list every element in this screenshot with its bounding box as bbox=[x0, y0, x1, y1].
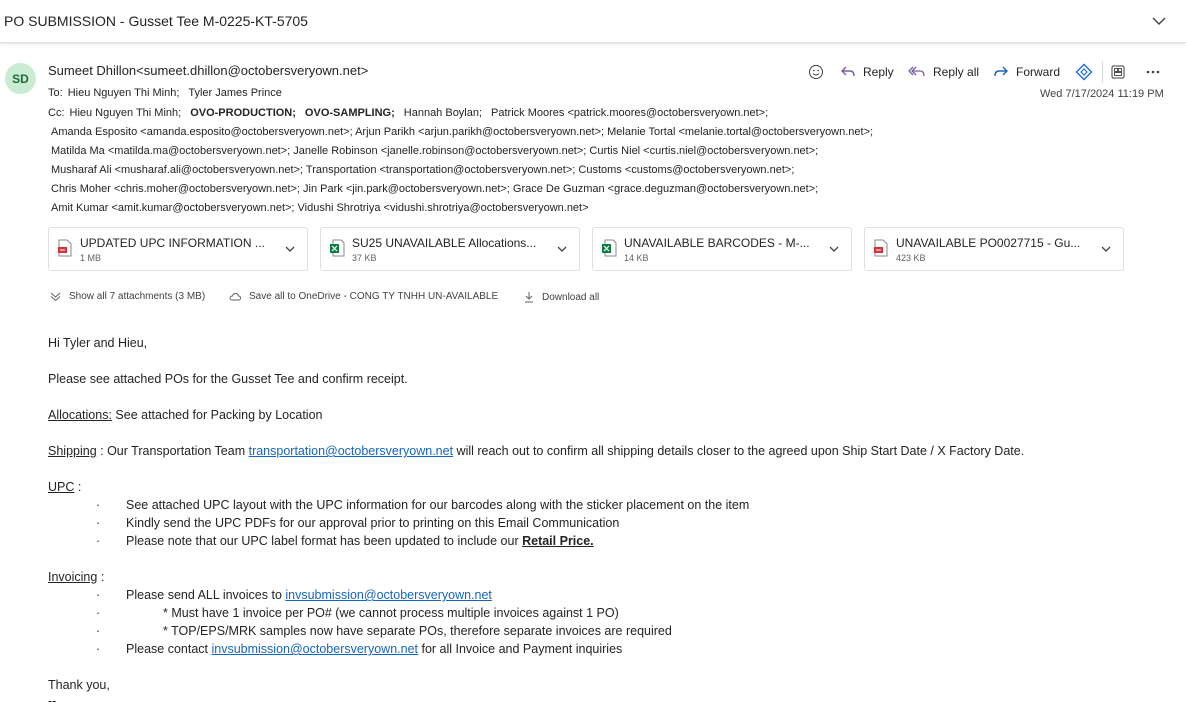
excel-file-icon bbox=[601, 239, 617, 262]
chevron-down-icon[interactable] bbox=[284, 242, 296, 260]
download-icon bbox=[524, 291, 534, 303]
cc-recipients-line[interactable]: Chris Moher <chris.moher@octobersveryown.net>; Jin Park <jin.park@octobersveryown.net>; Grace De Guzman <grace.deguzman@octobersveryown.net>; bbox=[51, 183, 819, 195]
reply-button[interactable] bbox=[840, 63, 894, 81]
invsubmission-email-link[interactable]: invsubmission@octobersveryown.net bbox=[285, 588, 492, 602]
reply-all-button[interactable] bbox=[908, 63, 979, 81]
reply-icon bbox=[840, 65, 856, 79]
attachment-size: 14 KB bbox=[624, 253, 649, 263]
sent-date: Wed 7/17/2024 11:19 PM bbox=[1040, 88, 1164, 100]
allocations-paragraph: Allocations: See attached for Packing by Location bbox=[48, 408, 323, 422]
chevron-down-icon bbox=[50, 291, 61, 302]
attachment-name: UNAVAILABLE PO0027715 - Gu... bbox=[896, 236, 1081, 250]
reply-all-icon bbox=[908, 65, 926, 79]
invoicing-label: Invoicing bbox=[48, 570, 98, 584]
forward-icon bbox=[993, 65, 1009, 79]
cc-recipient[interactable]: OVO-SAMPLING; bbox=[304, 107, 395, 119]
cc-recipients-line[interactable]: Amit Kumar <amit.kumar@octobersveryown.net>; Vidushi Shrotriya <vidushi.shrotriya@octobersveryown.net> bbox=[51, 202, 589, 214]
sender-email: <sumeet.dhillon@octobersveryown.net> bbox=[136, 63, 369, 78]
loop-icon[interactable] bbox=[1074, 62, 1094, 82]
upc-label: UPC bbox=[48, 480, 75, 494]
shipping-label: Shipping bbox=[48, 444, 97, 458]
to-recipient[interactable]: Tyler James Prince bbox=[188, 87, 282, 99]
invsubmission-email-link[interactable]: invsubmission@octobersveryown.net bbox=[211, 642, 418, 656]
cc-recipient[interactable]: Hannah Boylan; bbox=[403, 107, 483, 119]
cloud-icon bbox=[229, 292, 241, 302]
bullet: · bbox=[96, 624, 101, 638]
transportation-email-link[interactable]: transportation@octobersveryown.net bbox=[248, 444, 454, 458]
bullet: · bbox=[96, 642, 101, 656]
forward-label: Forward bbox=[1016, 65, 1061, 79]
attachment-card[interactable] bbox=[592, 227, 852, 271]
chevron-down-icon[interactable] bbox=[828, 242, 840, 260]
attachment-size: 423 KB bbox=[896, 253, 926, 263]
excel-file-icon bbox=[329, 239, 345, 262]
closing: Thank you, bbox=[48, 678, 110, 692]
attachment-size: 1 MB bbox=[80, 253, 102, 263]
upc-item: See attached UPC layout with the UPC information for our barcodes along with the sticker placement on the item bbox=[126, 498, 750, 512]
pdf-file-icon bbox=[873, 239, 889, 262]
attachment-name: UNAVAILABLE BARCODES - M-... bbox=[624, 236, 810, 250]
invoicing-heading: Invoicing : bbox=[48, 570, 105, 584]
signature-separator: -- bbox=[48, 694, 57, 708]
bullet: · bbox=[96, 516, 101, 530]
attachment-name: SU25 UNAVAILABLE Allocations... bbox=[352, 236, 537, 250]
upc-item: Please note that our UPC label format has been updated to include our Retail Price. bbox=[126, 534, 594, 548]
toolbar-divider bbox=[1102, 62, 1103, 82]
cc-line: Cc: Hieu Nguyen Thi Minh; OVO-PRODUCTION; OVO-SAMPLING; Hannah Boylan; Patrick Moores <patrick.moores@octobersveryown.net>; bbox=[48, 107, 769, 119]
to-line: To: Hieu Nguyen Thi Minh; Tyler James Prince bbox=[48, 87, 282, 99]
cc-recipient[interactable]: Patrick Moores <patrick.moores@octobersveryown.net>; bbox=[491, 107, 769, 119]
cc-recipients-line[interactable]: Musharaf Ali <musharaf.ali@octobersveryown.net>; Transportation <transportation@octobersveryown.net>; Customs <customs@octobersveryown.net>; bbox=[51, 164, 795, 176]
attachment-card[interactable] bbox=[48, 227, 308, 271]
show-all-attachments-button[interactable]: Show all 7 attachments (3 MB) bbox=[50, 291, 205, 302]
cc-recipients-line[interactable]: Amanda Esposito <amanda.esposito@octobersveryown.net>; Arjun Parikh <arjun.parikh@octobersveryown.net>; Melanie Tortal <melanie.tortal@octobersveryown.net>; bbox=[51, 126, 874, 138]
greeting: Hi Tyler and Hieu, bbox=[48, 336, 148, 350]
attachment-card[interactable] bbox=[320, 227, 580, 271]
upc-item: Kindly send the UPC PDFs for our approval prior to printing on this Email Communication bbox=[126, 516, 620, 530]
reply-label: Reply bbox=[863, 65, 894, 79]
cc-recipient[interactable]: OVO-PRODUCTION; bbox=[190, 107, 296, 119]
bullet: · bbox=[96, 588, 101, 602]
pdf-file-icon bbox=[57, 239, 73, 262]
chevron-down-icon[interactable] bbox=[556, 242, 568, 260]
invoicing-item: Please contact invsubmission@octobersveryown.net for all Invoice and Payment inquiries bbox=[126, 642, 623, 656]
upc-heading: UPC : bbox=[48, 480, 82, 494]
avatar: SD bbox=[5, 63, 36, 94]
attachment-card[interactable] bbox=[864, 227, 1124, 271]
shipping-paragraph: Shipping : Our Transportation Team transportation@octobersveryown.net will reach out to confirm all shipping details closer to the agreed upon Ship Start Date / X Factory Date. bbox=[48, 444, 1025, 458]
invoicing-subitem: * TOP/EPS/MRK samples now have separate POs, therefore separate invoices are required bbox=[163, 624, 672, 638]
save-to-onedrive-button[interactable]: Save all to OneDrive - CONG TY TNHH UN-AVAILABLE bbox=[229, 291, 498, 302]
reply-all-label: Reply all bbox=[933, 65, 980, 79]
subject-bar bbox=[0, 0, 1186, 43]
bullet: · bbox=[96, 606, 101, 620]
download-all-button[interactable]: Download all bbox=[524, 291, 599, 303]
chevron-down-icon[interactable] bbox=[1100, 242, 1112, 260]
more-icon[interactable] bbox=[1143, 62, 1163, 82]
sender[interactable] bbox=[48, 63, 368, 78]
cc-recipients-line[interactable]: Matilda Ma <matilda.ma@octobersveryown.net>; Janelle Robinson <janelle.robinson@octobersveryown.net>; Curtis Niel <curtis.niel@octobersveryown.net>; bbox=[51, 145, 819, 157]
cc-recipient[interactable]: Hieu Nguyen Thi Minh; bbox=[69, 107, 182, 119]
retail-price-emphasis: Retail Price. bbox=[522, 534, 594, 548]
forward-button[interactable] bbox=[993, 63, 1060, 81]
bullet: · bbox=[96, 534, 101, 548]
chevron-down-icon[interactable] bbox=[1150, 12, 1168, 30]
invoicing-subitem: * Must have 1 invoice per PO# (we cannot process multiple invoices against 1 PO) bbox=[163, 606, 619, 620]
attachment-size: 37 KB bbox=[352, 253, 377, 263]
bullet: · bbox=[96, 498, 101, 512]
emoji-icon[interactable] bbox=[806, 62, 826, 82]
allocations-label: Allocations: bbox=[48, 408, 112, 422]
to-recipient[interactable]: Hieu Nguyen Thi Minh; bbox=[67, 87, 180, 99]
sender-name: Sumeet Dhillon bbox=[48, 63, 137, 78]
attachment-name: UPDATED UPC INFORMATION ... bbox=[80, 236, 265, 250]
subject-title: PO SUBMISSION - Gusset Tee M-0225-KT-5705 bbox=[4, 13, 308, 29]
invoicing-item: Please send ALL invoices to invsubmission@octobersveryown.net bbox=[126, 588, 492, 602]
intro-paragraph: Please see attached POs for the Gusset Tee and confirm receipt. bbox=[48, 372, 408, 386]
view-icon[interactable] bbox=[1108, 62, 1128, 82]
